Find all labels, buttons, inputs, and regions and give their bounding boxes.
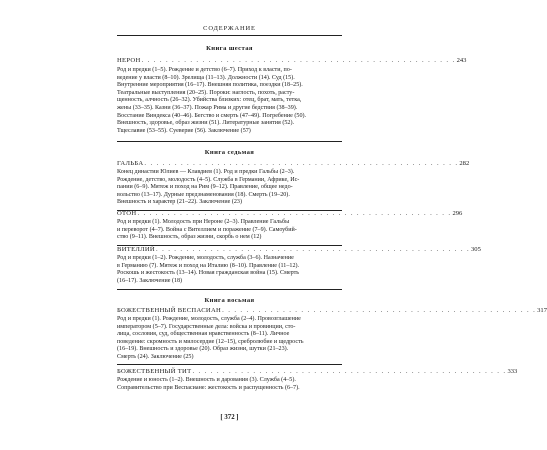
summary-line: Внешность, здоровье, образ жизни (51). Литературные занятия (52). [117, 120, 294, 127]
entry-summary [117, 219, 342, 242]
summary-line: Конец династии Юлиев — Клавдиев (1). Род и предки Гальбы (2–3). [117, 169, 295, 175]
toc-entry-vitellius[interactable] [117, 245, 481, 254]
entry-title: ОТОН [117, 210, 137, 217]
toc-entry-vespasian[interactable] [117, 306, 547, 315]
summary-line: Смерть (24). Заключение (25) [117, 353, 194, 360]
toc-entry-galba[interactable] [117, 159, 470, 168]
header-rule [117, 35, 342, 36]
summary-line: Тщеславие (53–55). Суеверие (56). Заключение (57) [117, 127, 251, 134]
summary-line: Род и предки (1–2). Рождение, молодость, служба (3–6). Назначение [117, 255, 294, 261]
entry-summary [117, 67, 342, 135]
section-rule [117, 289, 342, 290]
summary-line: Род и предки (1–5). Рождение и детство (6–7). Приход к власти, по- [117, 67, 292, 73]
entry-title: БОЖЕСТВЕННЫЙ ВЕСПАСИАН [117, 307, 222, 314]
section-rule [117, 141, 342, 142]
summary-line: ведение у власти (8–10). Зрелища (11–13). Должности (14). Суд (15). [117, 74, 295, 81]
dot-leader: . . . . . . . . . . . . . . . . . . . . . . . . . . . . . . . . . . . . . . . . . . . . . . . . . . . . [156, 246, 470, 253]
toc-entry-otho[interactable] [117, 209, 463, 218]
summary-line: жены (33–35). Казни (36–37). Пожар Рима и другие бедствия (38–39). [117, 104, 298, 111]
entry-page: 333 [507, 368, 518, 375]
page-number-value: 372 [224, 414, 235, 421]
summary-line: Роскошь и жестокость (13–14). Новая гражданская война (15). Смерть [117, 270, 300, 277]
entry-page: 305 [471, 246, 481, 253]
entry-title: ВИТЕЛЛИЙ [117, 246, 155, 253]
entry-summary [117, 377, 342, 392]
entry-summary [117, 316, 342, 362]
toc-entry-titus[interactable] [117, 367, 518, 376]
summary-line: Рождение и юность (1–2). Внешность и дарования (3). Служба (4–5). [117, 377, 296, 383]
entry-page: 243 [456, 57, 467, 64]
book-heading: Книга седьмая [204, 149, 255, 156]
summary-line: лица, сословия, суд, общественная нравственность (8–11). Личное [117, 331, 290, 338]
dot-leader: . . . . . . . . . . . . . . . . . . . . . . . . . . . . . . . . . . . . . . . . . . . . . . . . . . . . [141, 57, 456, 64]
summary-line: Восстание Виндекса (40–46). Бегство и смерть (47–49). Погребение (50). [117, 112, 307, 119]
summary-line: и переворот (4–7). Война с Вителлием и поражение (7–9). Самоубий- [117, 226, 297, 233]
page-header: СОДЕРЖАНИЕ [203, 25, 256, 32]
book-heading: Книга восьмая [204, 297, 255, 304]
book-heading: Книга шестая [206, 45, 253, 52]
summary-line: (16–19). Внешность и здоровье (20). Образ жизни, шутки (21–23). [117, 346, 289, 353]
summary-line: императором (5–7). Государственные дела: войска и провинции, сто- [117, 323, 296, 330]
dot-leader: . . . . . . . . . . . . . . . . . . . . . . . . . . . . . . . . . . . . . . . . . . . . . . . . . . . . [144, 160, 459, 167]
summary-line: щенность, алчность (26–32). Убийства близких: отец, брат, мать, тетка, [117, 97, 302, 104]
summary-line: Соправительство при Веспасиане: жестокость и распущенность (6–7). [117, 384, 300, 391]
summary-line: Рождение, детство, молодость (4–5). Служба в Германии, Африке, Ис- [117, 176, 300, 183]
summary-line: (16–17). Заключение (18) [117, 277, 183, 284]
entry-title: ГАЛЬБА [117, 160, 144, 167]
entry-summary [117, 169, 342, 207]
entry-title: БОЖЕСТВЕННЫЙ ТИТ [117, 368, 192, 375]
summary-line: Род и предки (1). Рождение, молодость, служба (2–4). Провозглашение [117, 316, 301, 322]
dot-leader: . . . . . . . . . . . . . . . . . . . . . . . . . . . . . . . . . . . . . . . . . . . . . . . . . . . . [192, 368, 507, 375]
summary-line: пании (6–9). Мятеж и поход на Рим (9–12). Правление, общее недо- [117, 184, 293, 191]
summary-line: Театральные выступления (20–25). Пороки: наглость, похоть, расту- [117, 89, 295, 96]
summary-line: ство (9–11). Внешность, образ жизни, скорбь о нем (12) [117, 234, 262, 241]
entry-page: 317 [537, 307, 547, 314]
entry-page: 282 [459, 160, 470, 167]
summary-line: в Германию (7). Мятеж и поход на Италию (8–10). Правление (11–12). [117, 262, 300, 269]
entry-summary [117, 255, 342, 285]
summary-line: Внешность и характер (21–22). Заключение (23) [117, 199, 242, 206]
summary-line: поведение: скромность и милосердие (12–15), сребролюбие и щедрость [117, 338, 304, 345]
summary-line: Внутренние мероприятия (16–17). Внешняя политика, поездки (18–25). [117, 82, 303, 89]
toc-entry-neron[interactable] [117, 56, 467, 65]
page-number: [ 372 ] [220, 414, 239, 421]
entry-rule [117, 364, 342, 365]
summary-line: вольство (13–17). Дурные предзнаменования (18). Смерть (19–20). [117, 191, 290, 198]
entry-title: НЕРОН [117, 57, 141, 64]
dot-leader: . . . . . . . . . . . . . . . . . . . . . . . . . . . . . . . . . . . . . . . . . . . . . . . . . . . . [137, 210, 452, 217]
summary-line: Род и предки (1). Молодость при Нероне (2–3). Правление Гальбы [117, 219, 290, 225]
entry-page: 296 [452, 210, 463, 217]
dot-leader: . . . . . . . . . . . . . . . . . . . . . . . . . . . . . . . . . . . . . . . . . . . . . . . . . . . . [222, 307, 537, 314]
